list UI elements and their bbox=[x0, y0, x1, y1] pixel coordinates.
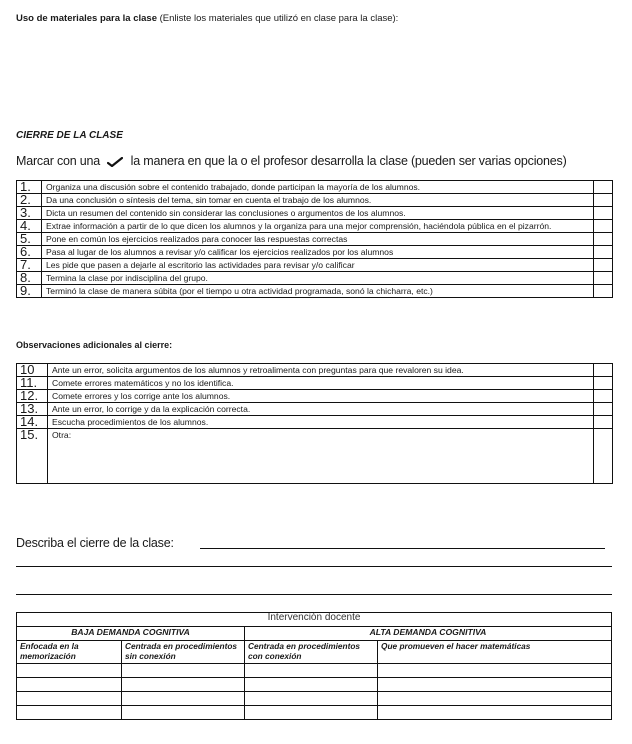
entry-cell[interactable] bbox=[122, 692, 245, 706]
group-baja-demanda: BAJA DEMANDA COGNITIVA bbox=[17, 627, 245, 641]
item-number: 5. bbox=[17, 233, 42, 246]
intervencion-docente-table bbox=[16, 612, 612, 720]
category-procedimientos-sin-conexion: Centrada en procedimientos sin conexión bbox=[122, 641, 245, 664]
item-text: Escucha procedimientos de los alumnos. bbox=[48, 416, 594, 429]
item-text: Comete errores y los corrige ante los alumnos. bbox=[48, 390, 594, 403]
item-number: 8. bbox=[17, 272, 42, 285]
list-item bbox=[17, 194, 613, 207]
item-number: 14. bbox=[17, 416, 48, 429]
item-text: Ante un error, solicita argumentos de los alumnos y retroalimenta con preguntas para que revaloren su idea. bbox=[48, 364, 594, 377]
item-number: 4. bbox=[17, 220, 42, 233]
list-item bbox=[17, 220, 613, 233]
checkbox-cell[interactable] bbox=[594, 259, 613, 272]
section-title-cierre: CIERRE DE LA CLASE bbox=[16, 130, 123, 141]
item-number: 2. bbox=[17, 194, 42, 207]
checkbox-cell[interactable] bbox=[594, 377, 613, 390]
list-item bbox=[17, 246, 613, 259]
list-item bbox=[17, 181, 613, 194]
item-text: Comete errores matemáticos y no los identifica. bbox=[48, 377, 594, 390]
entry-cell[interactable] bbox=[245, 692, 378, 706]
observaciones-table bbox=[16, 363, 613, 484]
category-memorizacion: Enfocada en la memorización bbox=[17, 641, 122, 664]
entry-cell[interactable] bbox=[245, 664, 378, 678]
list-item bbox=[17, 285, 613, 298]
materials-prompt bbox=[16, 13, 398, 24]
checkbox-cell[interactable] bbox=[594, 364, 613, 377]
cierre-instruction bbox=[16, 154, 567, 168]
instruction-text-before: Marcar con una bbox=[16, 154, 101, 168]
entry-cell[interactable] bbox=[17, 678, 122, 692]
list-item bbox=[17, 364, 613, 377]
entry-cell[interactable] bbox=[17, 692, 122, 706]
describe-input-line-2[interactable] bbox=[16, 566, 612, 567]
materials-instruction: (Enliste los materiales que utilizó en clase para la clase): bbox=[157, 13, 399, 24]
describe-input-line-1[interactable] bbox=[200, 548, 605, 549]
item-text: Termina la clase por indisciplina del grupo. bbox=[42, 272, 594, 285]
item-number: 7. bbox=[17, 259, 42, 272]
entry-cell[interactable] bbox=[122, 678, 245, 692]
item-number: 9. bbox=[17, 285, 42, 298]
entry-cell[interactable] bbox=[378, 678, 612, 692]
checkbox-cell[interactable] bbox=[594, 429, 613, 484]
entry-cell[interactable] bbox=[17, 706, 122, 720]
checkbox-cell[interactable] bbox=[594, 194, 613, 207]
cierre-options-table bbox=[16, 180, 613, 298]
category-procedimientos-con-conexion: Centrada en procedimientos con conexión bbox=[245, 641, 378, 664]
item-text: Dicta un resumen del contenido sin considerar las conclusiones o argumentos de los alumnos. bbox=[42, 207, 594, 220]
table-row bbox=[17, 692, 612, 706]
category-hacer-matematicas: Que promueven el hacer matemáticas bbox=[378, 641, 612, 664]
item-number: 3. bbox=[17, 207, 42, 220]
table-row bbox=[17, 678, 612, 692]
table-row bbox=[17, 706, 612, 720]
entry-cell[interactable] bbox=[245, 706, 378, 720]
checkbox-cell[interactable] bbox=[594, 285, 613, 298]
intervencion-title: Intervención docente bbox=[17, 613, 612, 627]
describe-cierre-label: Describa el cierre de la clase: bbox=[16, 536, 174, 550]
checkbox-cell[interactable] bbox=[594, 272, 613, 285]
entry-cell[interactable] bbox=[122, 664, 245, 678]
checkbox-cell[interactable] bbox=[594, 207, 613, 220]
list-item bbox=[17, 429, 613, 484]
entry-cell[interactable] bbox=[17, 664, 122, 678]
entry-cell[interactable] bbox=[378, 692, 612, 706]
checkbox-cell[interactable] bbox=[594, 390, 613, 403]
item-text: Ante un error, lo corrige y da la explicación correcta. bbox=[48, 403, 594, 416]
list-item bbox=[17, 403, 613, 416]
entry-cell[interactable] bbox=[245, 678, 378, 692]
item-text: Extrae información a partir de lo que dicen los alumnos y la organiza para una mejor comprensión, haciéndola pública en el pizarrón. bbox=[42, 220, 594, 233]
item-text: Terminó la clase de manera súbita (por el tiempo u otra actividad programada, sonó la chicharra, etc.) bbox=[42, 285, 594, 298]
group-alta-demanda: ALTA DEMANDA COGNITIVA bbox=[245, 627, 612, 641]
list-item bbox=[17, 390, 613, 403]
list-item bbox=[17, 377, 613, 390]
checkmark-icon bbox=[107, 157, 123, 167]
list-item bbox=[17, 416, 613, 429]
item-text: Pasa al lugar de los alumnos a revisar y/o calificar los ejercicios realizados por los alumnos bbox=[42, 246, 594, 259]
checkbox-cell[interactable] bbox=[594, 181, 613, 194]
item-number: 13. bbox=[17, 403, 48, 416]
item-number: 12. bbox=[17, 390, 48, 403]
table-row bbox=[17, 664, 612, 678]
observaciones-title: Observaciones adicionales al cierre: bbox=[16, 340, 173, 350]
list-item bbox=[17, 207, 613, 220]
checkbox-cell[interactable] bbox=[594, 233, 613, 246]
entry-cell[interactable] bbox=[378, 664, 612, 678]
describe-input-line-3[interactable] bbox=[16, 594, 612, 595]
item-text: Da una conclusión o síntesis del tema, sin tomar en cuenta el trabajo de los alumnos. bbox=[42, 194, 594, 207]
checkbox-cell[interactable] bbox=[594, 416, 613, 429]
entry-cell[interactable] bbox=[122, 706, 245, 720]
checkbox-cell[interactable] bbox=[594, 246, 613, 259]
instruction-text-after: la manera en que la o el profesor desarrolla la clase (pueden ser varias opciones) bbox=[130, 154, 567, 168]
list-item bbox=[17, 259, 613, 272]
checkbox-cell[interactable] bbox=[594, 403, 613, 416]
item-number: 15. bbox=[17, 429, 48, 484]
item-text: Pone en común los ejercicios realizados para conocer las respuestas correctas bbox=[42, 233, 594, 246]
item-number: 10 bbox=[17, 364, 48, 377]
item-number: 1. bbox=[17, 181, 42, 194]
item-text: Les pide que pasen a dejarle al escritorio las actividades para revisar y/o calificar bbox=[42, 259, 594, 272]
entry-cell[interactable] bbox=[378, 706, 612, 720]
list-item bbox=[17, 233, 613, 246]
item-text: Organiza una discusión sobre el contenido trabajado, donde participan la mayoría de los alumnos. bbox=[42, 181, 594, 194]
materials-label: Uso de materiales para la clase bbox=[16, 13, 157, 24]
item-number: 11. bbox=[17, 377, 48, 390]
item-number: 6. bbox=[17, 246, 42, 259]
list-item bbox=[17, 272, 613, 285]
item-text: Otra: bbox=[48, 429, 594, 484]
checkbox-cell[interactable] bbox=[594, 220, 613, 233]
